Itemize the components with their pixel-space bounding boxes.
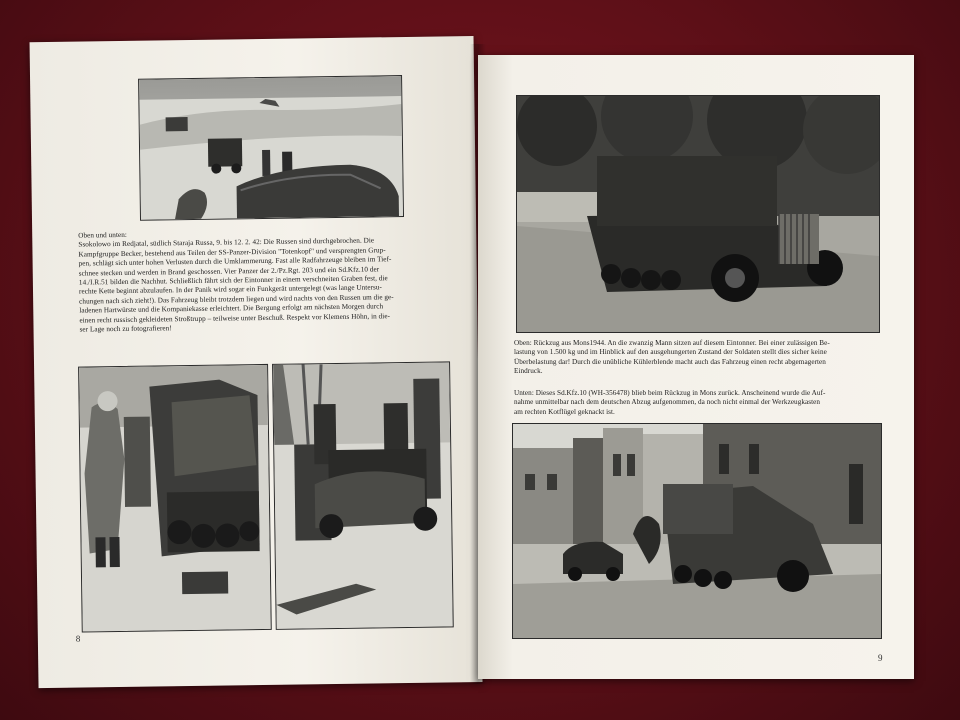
photo-street-abandoned-halftrack bbox=[512, 423, 882, 639]
photo-snow-road bbox=[138, 75, 404, 221]
photo-soldier-tracked-vehicle bbox=[78, 364, 272, 633]
caption-right-bottom: Unten: Dieses Sd.Kfz.10 (WH-356478) blieb beim Rückzug in Mons zurück. Anscheinend wurde die Auf- nahme unmittelbar nach dem deutschen Abzug aufgenommen, da noch nicht einmal der Werkzeugkasten am rechten Kotflügel geknackt ist. bbox=[514, 389, 826, 416]
right-page bbox=[478, 55, 914, 679]
caption-left: Oben und unten: Ssokolowo im Redjatal, südlich Staraja Russa, 9. bis 12. 2. 42: Die Russen sind durchgebrochen. Die Kampfgruppe Becker, bestehend aus Teilen der SS-Panzer-Division "Totenkopf" und versprengten Grup- pen, schlägt sich unter hohen Verlusten durch die Umklammerung. Fast alle Radfahrzeuge bleiben im Tief- schnee stecken und werden in Brand geschossen. Vier Panzer der 2./Pz.Rgt. 203 und ein Sd.Kfz.10 der 14./I.R.51 bilden die Nachhut. Schließlich fährt sich der Eintonner in einem verschneiten Graben fest, die rechte Kette beginnt abzulaufen. In der Panik wird sogar ein Funkgerät untergelegt (was lange Untersu- chungen nach sich zieht!). Das Fahrzeug bleibt trotzdem liegen und wird nachts von den Russen um die ge- ladenen Hartwürste und die Kompaniekasse erleichtert. Die Bergung erfolgt am nächsten Morgen durch einen recht russisch gekleideten Stroßtrupp – teilweise unter Beschuß. Respekt vor Klemens Höhn, in die- ser Lage noch zu fotografieren! bbox=[78, 230, 394, 334]
caption-right-top: Oben: Rückzug aus Mons1944. An die zwanzig Mann sitzen auf diesem Eintonner. Bei einer zulässigen Be- lastung von 1.500 kg und im Hinblick auf den ausgehungerten Zustand der Soldaten stellt dies sicher keine Überbelastung dar! Durch die unübliche Kühlerblende macht auch das Fahrzeug einen recht abgemagerten Eindruck. bbox=[514, 339, 830, 376]
page-number-left: 8 bbox=[75, 633, 81, 644]
photo-halftrack-soldiers bbox=[516, 95, 880, 333]
left-page bbox=[30, 36, 483, 688]
page-number-right: 9 bbox=[878, 653, 883, 663]
photo-soldiers-car bbox=[272, 361, 454, 629]
